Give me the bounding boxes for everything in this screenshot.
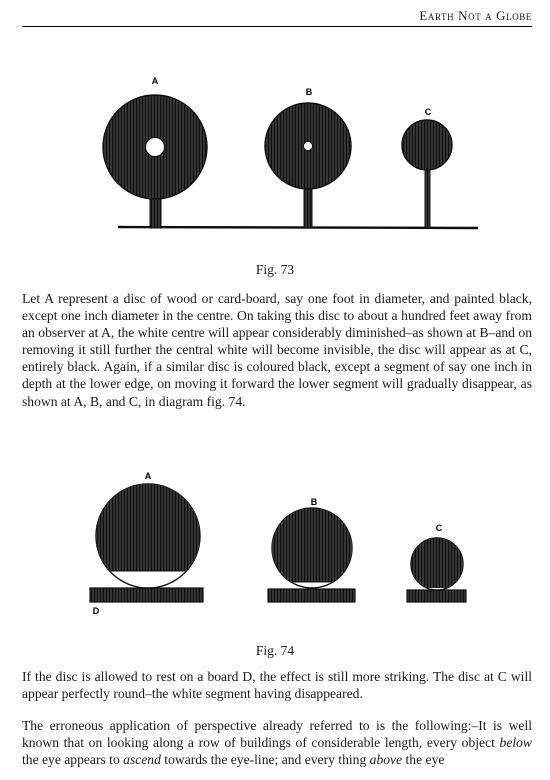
figure-74-caption: Fig. 74: [255, 643, 295, 658]
post-b: [304, 186, 312, 228]
figure-73: [0, 60, 550, 240]
running-title: Earth Not a Globe: [419, 8, 532, 23]
paragraph-3-text-4: the eye: [402, 752, 445, 768]
figure-73-caption: Fig. 73: [255, 262, 295, 277]
paragraph-3: [22, 717, 532, 768]
label-a-74: A: [144, 471, 152, 481]
paragraph-3-text-3: towards the eye-line; and every thing: [160, 752, 370, 768]
disc-b-black: [272, 508, 352, 588]
paragraph-1: Let A represent a disc of wood or card-board, say one foot in diameter, and painted black, except one inch diameter in the centre. On taking this disc to about a hundred feet away from an observer at A, the white centre will appear considerably diminished–as shown at B–and on removing it still further the central white will become invisible, the disc will appear as at C, entirely black. Again, if a similar disc is coloured black, except a segment of say one inch in depth at the lower edge, on moving it forward the lower segment will gradually disappear, as shown at A, B, and C, in diagram fig. 74.: [22, 291, 532, 409]
board-c: [407, 590, 466, 602]
label-c-74: C: [435, 523, 443, 533]
disc-c-black: [411, 538, 463, 590]
paragraph-2: If the disc is allowed to rest on a board D, the effect is still more striking. The disc at C will appear perfectly round–the white segment having disappeared.: [22, 669, 532, 702]
paragraph-3-text-1: The erroneous application of perspective already referred to is the following:–It is well known that on looking along a row of buildings of considerable length, every object: [22, 718, 532, 751]
emphasis-ascend: ascend: [123, 752, 161, 768]
post-a: [150, 196, 161, 228]
label-a: A: [151, 76, 159, 86]
emphasis-below: below: [499, 735, 532, 751]
running-header: [22, 2, 532, 27]
disc-a-centre: [146, 138, 165, 157]
board-b: [268, 589, 355, 602]
post-c: [425, 170, 430, 228]
disc-c: [402, 120, 452, 170]
board-d: [90, 588, 203, 602]
figure-74-drawing: [0, 465, 550, 625]
label-d: D: [92, 606, 100, 616]
figure-73-drawing: [0, 60, 550, 240]
label-b-74: B: [310, 497, 318, 507]
label-c: C: [424, 107, 432, 117]
paragraph-3-text-2: the eye appears to: [22, 752, 124, 768]
label-b: B: [305, 87, 313, 97]
disc-b-centre: [304, 142, 313, 151]
emphasis-above: above: [369, 752, 403, 768]
figure-74: [0, 465, 550, 625]
ground-line: [118, 227, 478, 228]
